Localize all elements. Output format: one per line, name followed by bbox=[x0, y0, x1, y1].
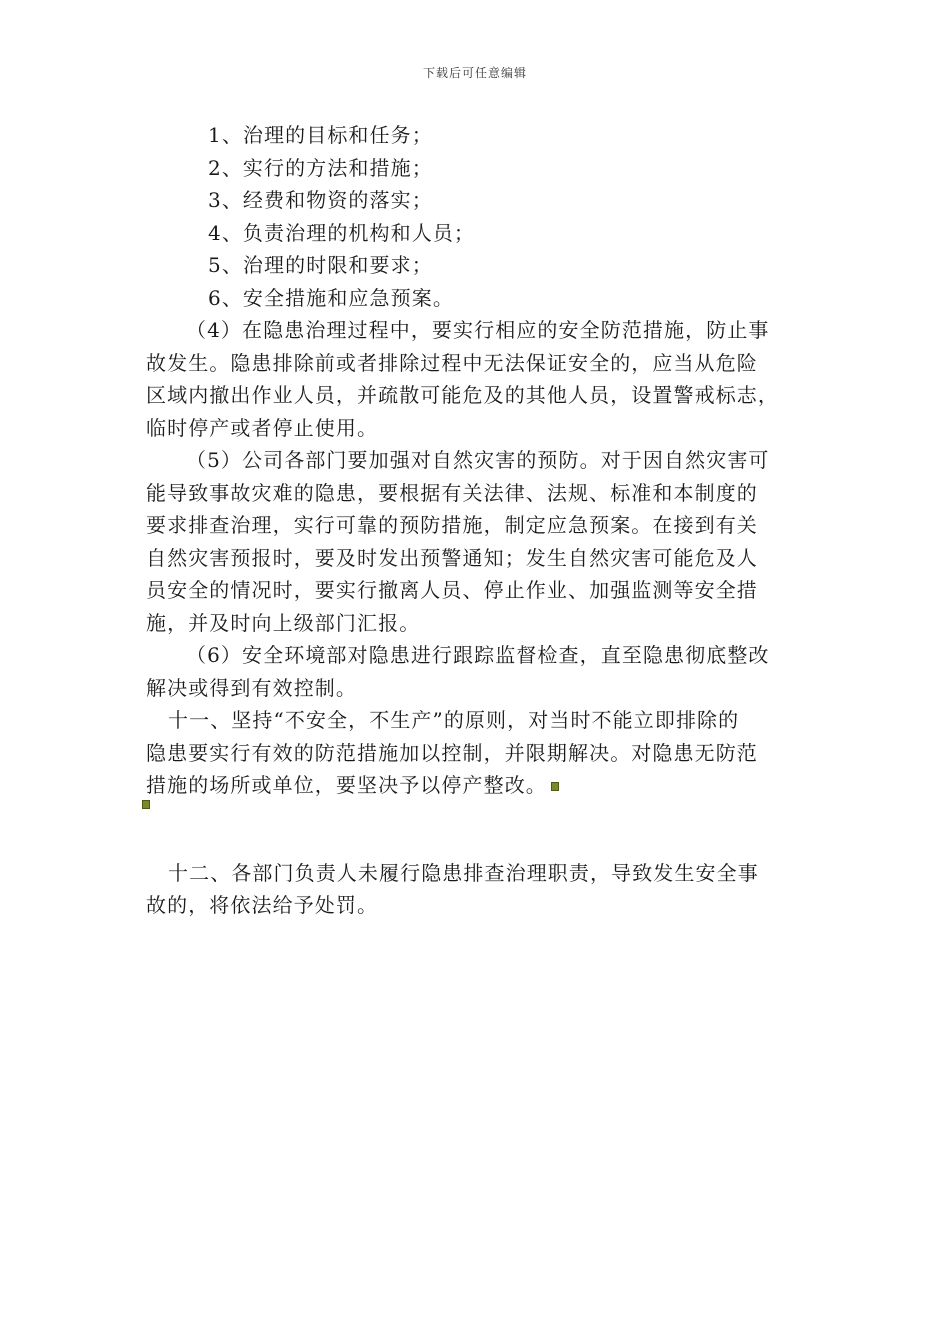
paragraph-line: 十二、各部门负责人未履行隐患排查治理职责，导致发生安全事 bbox=[168, 860, 759, 885]
list-item: 5、治理的时限和要求； bbox=[208, 253, 433, 277]
paragraph-6 bbox=[146, 639, 818, 704]
paragraph-line: 隐患要实行有效的防范措施加以控制，并限期解决。对隐患无防范 bbox=[146, 740, 758, 765]
paragraph-line: （4）在隐患治理过程中，要实行相应的安全防范措施，防止事 bbox=[186, 318, 770, 342]
section-11 bbox=[146, 704, 818, 802]
paragraph-line: 区域内撤出作业人员，并疏散可能危及的其他人员，设置警戒标志， bbox=[146, 383, 779, 407]
paragraph-5 bbox=[146, 444, 818, 639]
paragraph-line: 故发生。隐患排除前或者排除过程中无法保证安全的，应当从危险 bbox=[146, 350, 758, 375]
list-item: 1、治理的目标和任务； bbox=[208, 123, 433, 147]
paragraph-line: 措施的场所或单位，要坚决予以停产整改。 bbox=[146, 773, 547, 797]
list-item: 6、安全措施和应急预案。 bbox=[208, 285, 454, 310]
list-item: 2、实行的方法和措施； bbox=[208, 155, 433, 180]
anchor-marker-icon bbox=[142, 800, 150, 809]
anchor-marker-icon bbox=[551, 782, 559, 791]
document-body bbox=[146, 119, 818, 922]
paragraph-line: 临时停产或者停止使用。 bbox=[146, 415, 379, 440]
paragraph-4 bbox=[146, 314, 818, 444]
list-item: 4、负责治理的机构和人员； bbox=[208, 220, 476, 245]
paragraph-line: 解决或得到有效控制。 bbox=[146, 675, 357, 700]
paragraph-line: 员安全的情况时，要实行撤离人员、停止作业、加强监测等安全措 bbox=[146, 578, 758, 602]
paragraph-line: 能导致事故灾难的隐患，要根据有关法律、法规、标准和本制度的 bbox=[146, 480, 758, 505]
paragraph-line: 施，并及时向上级部门汇报。 bbox=[146, 610, 421, 635]
measures-list bbox=[146, 119, 818, 314]
page-header: 下载后可任意编辑 bbox=[422, 66, 527, 80]
section-12 bbox=[146, 857, 818, 922]
blank-space bbox=[146, 802, 818, 857]
paragraph-line: 十一、坚持“不安全，不生产”的原则，对当时不能立即排除的 bbox=[168, 708, 740, 732]
paragraph-line: （5）公司各部门要加强对自然灾害的预防。对于因自然灾害可 bbox=[186, 448, 770, 472]
list-item: 3、经费和物资的落实； bbox=[208, 188, 433, 212]
paragraph-line: 故的，将依法给予处罚。 bbox=[146, 893, 379, 917]
paragraph-line: 要求排查治理，实行可靠的预防措施，制定应急预案。在接到有关 bbox=[146, 513, 758, 537]
paragraph-line: 自然灾害预报时，要及时发出预警通知；发生自然灾害可能危及人 bbox=[146, 545, 758, 570]
paragraph-line: （6）安全环境部对隐患进行跟踪监督检查，直至隐患彻底整改 bbox=[186, 643, 770, 667]
